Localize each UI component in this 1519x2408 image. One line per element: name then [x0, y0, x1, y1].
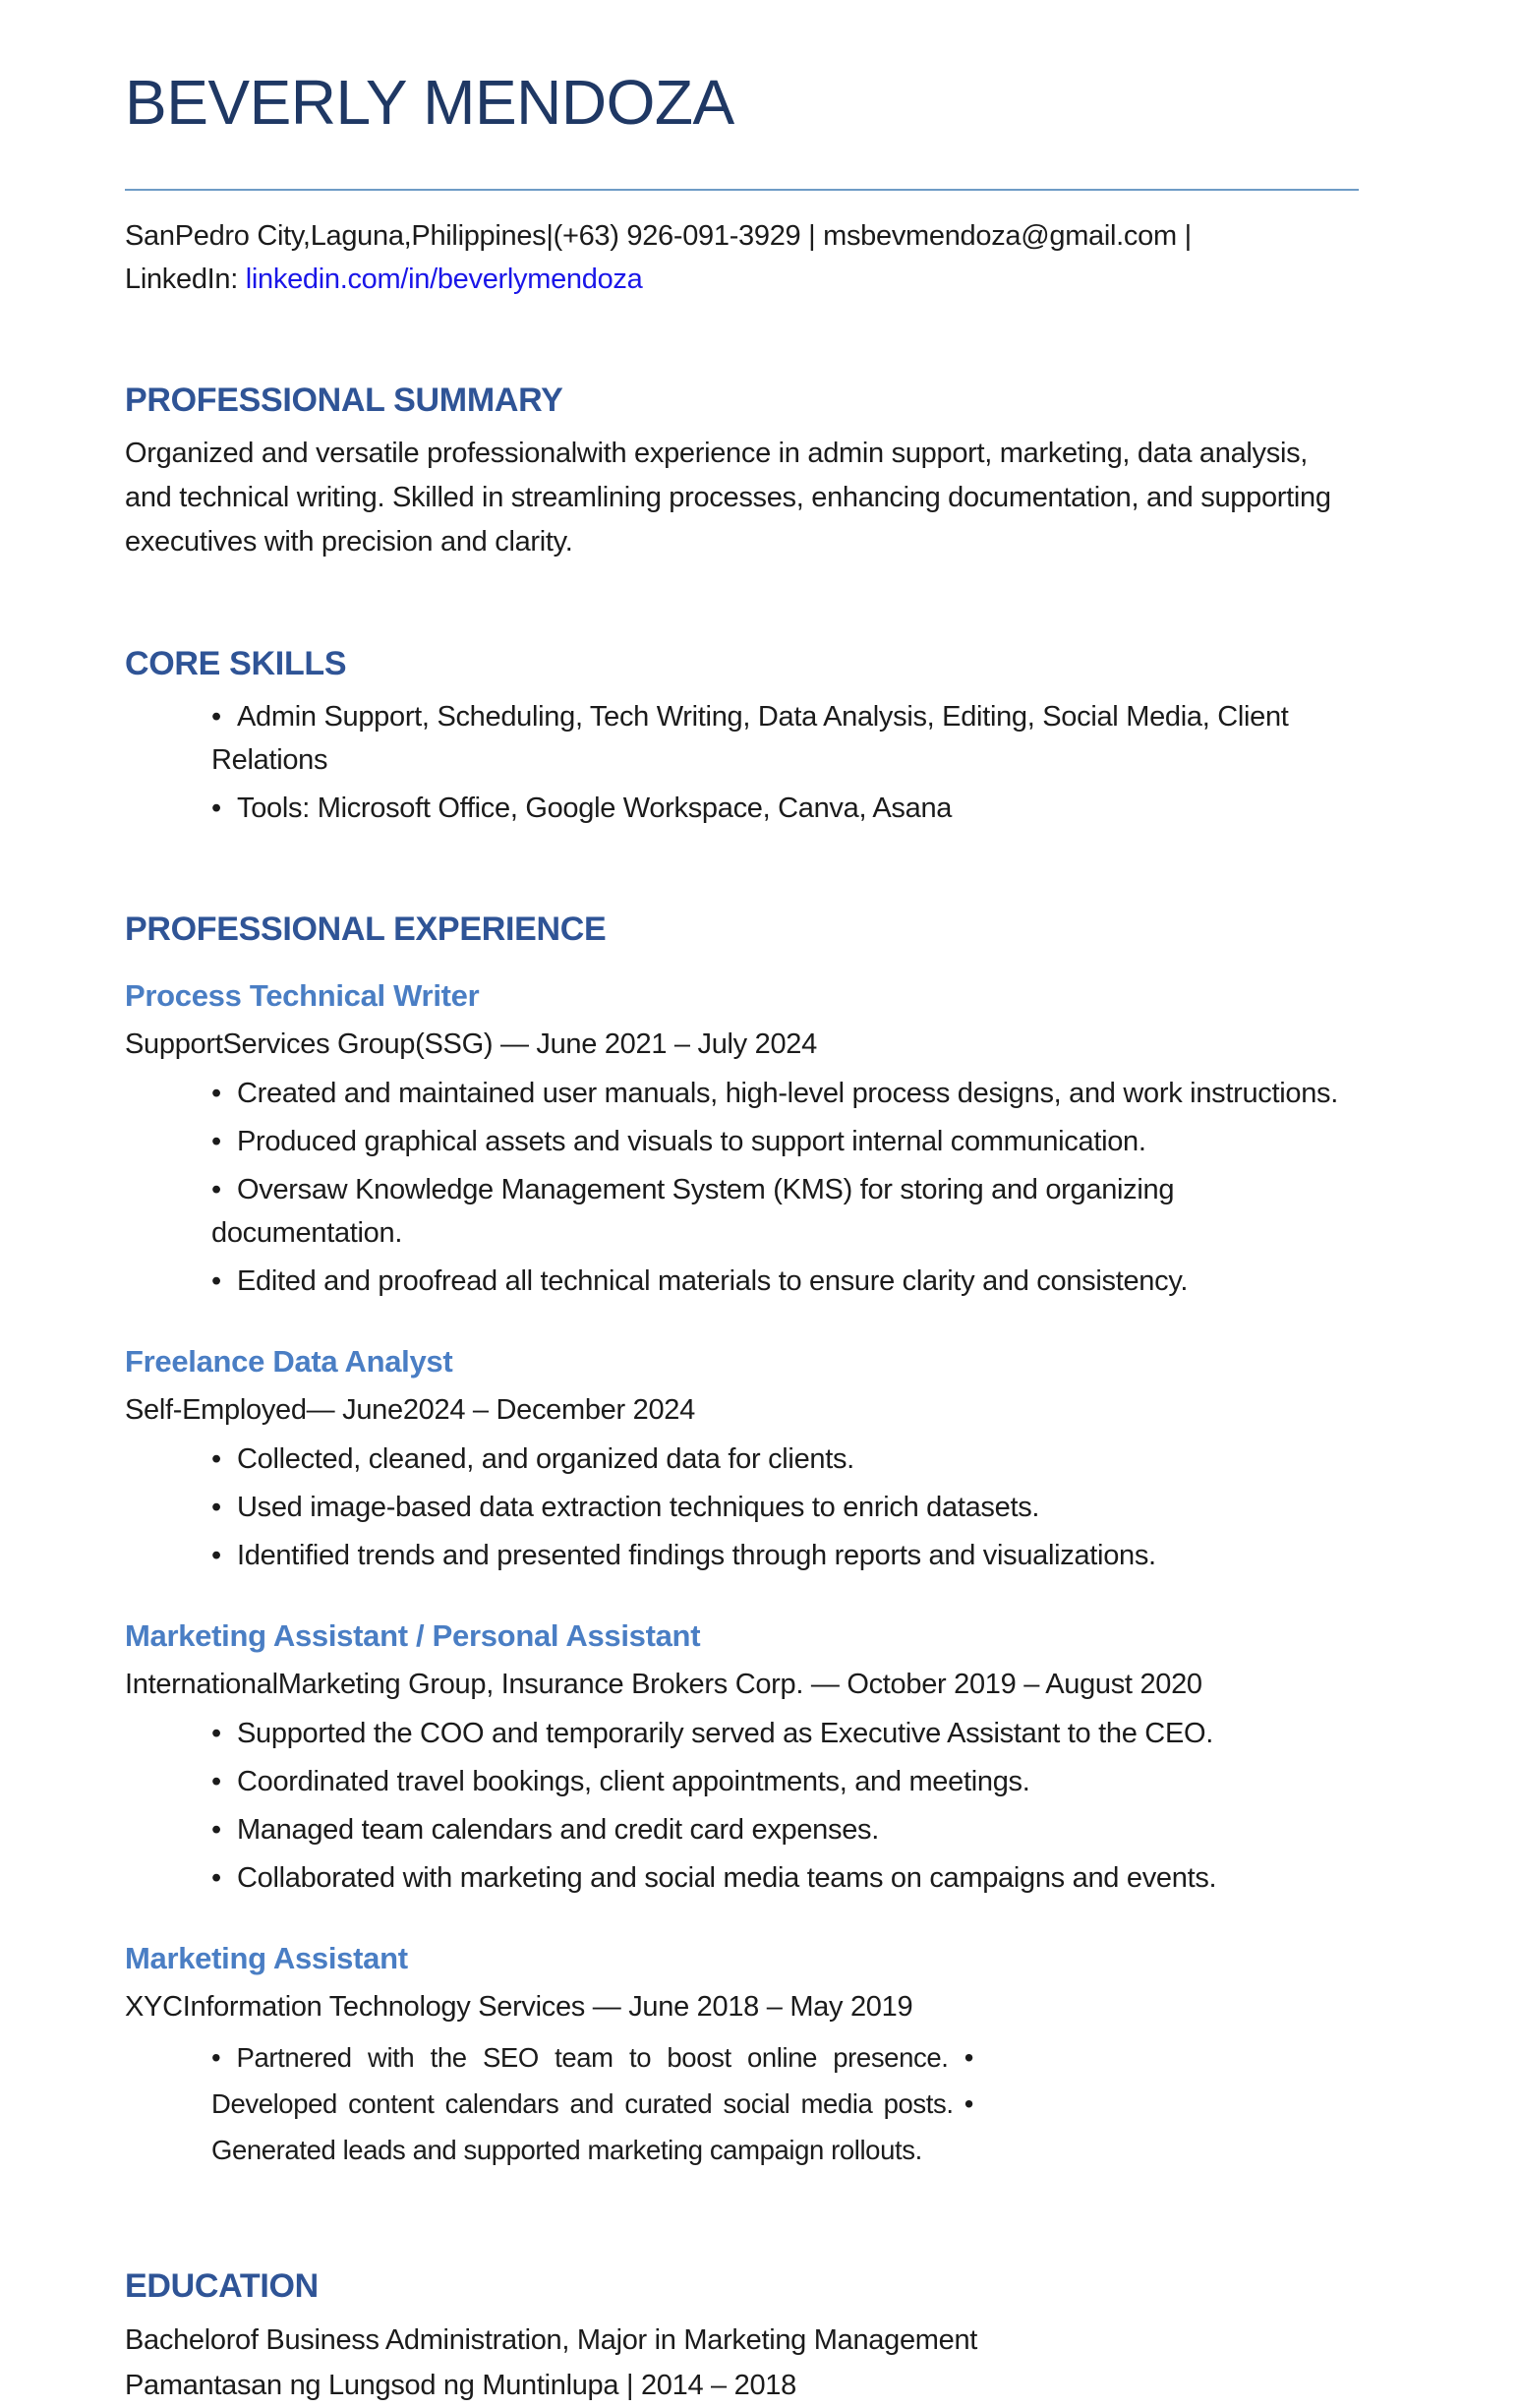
job-justified-paragraph — [211, 2034, 973, 2173]
list-item — [211, 1260, 1359, 1303]
bullet-icon: • — [211, 1492, 221, 1523]
summary-heading: PROFESSIONAL SUMMARY — [125, 382, 563, 419]
core-skills-list — [125, 695, 1359, 830]
bullet-icon: • — [211, 1718, 221, 1749]
bullet-icon: • — [211, 1814, 221, 1846]
linkedin-label: LinkedIn: — [125, 264, 246, 295]
list-item — [211, 787, 1359, 830]
job-title: Process Technical Writer — [125, 978, 480, 1013]
section-education — [125, 2267, 1359, 2408]
bullet-text: Coordinated travel bookings, client appointments, and meetings. — [237, 1766, 1030, 1797]
list-item — [211, 1856, 1359, 1900]
summary-body: Organized and versatile professionalwith experience in admin support, marketing, data analysis, and technical writing. Skilled in streamlining processes, enhancing documentation, and supporting executives with precision and clarity. — [125, 438, 1331, 558]
section-professional-experience — [125, 910, 1359, 2173]
core-skills-heading: CORE SKILLS — [125, 645, 347, 682]
bullet-icon: • — [211, 1265, 221, 1297]
education-school: Pamantasan ng Lungsod ng Muntinlupa | 2014 – 2018 — [125, 2370, 796, 2401]
bullet-text: Oversaw Knowledge Management System (KMS) for storing and organizing documentation. — [211, 1174, 1175, 1249]
bullet-text: Managed team calendars and credit card expenses. — [237, 1814, 879, 1846]
skill-text: Tools: Microsoft Office, Google Workspace, Canva, Asana — [237, 793, 953, 824]
bullet-text: Created and maintained user manuals, high-level process designs, and work instructions. — [237, 1078, 1339, 1109]
bullet-icon: • — [211, 701, 221, 733]
bullet-icon: • — [211, 1766, 221, 1797]
bullet-icon: • — [211, 793, 221, 824]
bullet-icon: • — [211, 1078, 221, 1109]
justified-line: Generated leads and supported marketing campaign rollouts. — [211, 2135, 922, 2165]
justified-line: • Partnered with the SEO team to boost online presence. • — [211, 2042, 973, 2073]
list-item — [211, 1534, 1359, 1577]
job-entry — [125, 1941, 1359, 2173]
bullet-text: Edited and proofread all technical materials to ensure clarity and consistency. — [237, 1265, 1189, 1297]
job-title: Freelance Data Analyst — [125, 1344, 453, 1379]
job-entry — [125, 1344, 1359, 1577]
bullet-text: Identified trends and presented findings through reports and visualizations. — [237, 1540, 1156, 1571]
list-item — [211, 1438, 1359, 1481]
job-title: Marketing Assistant / Personal Assistant — [125, 1618, 701, 1653]
title-divider — [125, 189, 1359, 191]
job-bullet-list — [125, 1712, 1359, 1900]
job-entry — [125, 1618, 1359, 1900]
job-bullet-list — [125, 1072, 1359, 1303]
linkedin-link[interactable]: linkedin.com/in/beverlymendoza — [245, 264, 643, 295]
job-company-dates: SupportServices Group(SSG) — June 2021 – July 2024 — [125, 1028, 817, 1060]
bullet-icon: • — [211, 1540, 221, 1571]
job-entry — [125, 978, 1359, 1303]
education-degree: Bachelorof Business Administration, Major in Marketing Management — [125, 2324, 978, 2356]
job-company-dates: Self-Employed— June2024 – December 2024 — [125, 1394, 695, 1426]
experience-heading: PROFESSIONAL EXPERIENCE — [125, 910, 607, 948]
contact-info — [125, 214, 1359, 301]
bullet-text: Supported the COO and temporarily served as Executive Assistant to the CEO. — [237, 1718, 1213, 1749]
bullet-icon: • — [211, 1126, 221, 1157]
list-item — [211, 1168, 1359, 1255]
bullet-text: Collected, cleaned, and organized data for clients. — [237, 1443, 854, 1475]
bullet-text: Produced graphical assets and visuals to support internal communication. — [237, 1126, 1146, 1157]
list-item — [211, 1712, 1359, 1755]
bullet-icon: • — [211, 1174, 221, 1205]
list-item — [211, 1072, 1359, 1115]
bullet-text: Collaborated with marketing and social media teams on campaigns and events. — [237, 1862, 1217, 1894]
job-company-dates: InternationalMarketing Group, Insurance Brokers Corp. — October 2019 – August 2020 — [125, 1669, 1202, 1700]
skill-text: Admin Support, Scheduling, Tech Writing, Data Analysis, Editing, Social Media, Client Relations — [211, 701, 1289, 776]
contact-line: SanPedro City,Laguna,Philippines|(+63) 926-091-3929 | msbevmendoza@gmail.com | — [125, 220, 1192, 252]
person-name: BEVERLY MENDOZA — [125, 67, 734, 138]
list-item — [211, 1808, 1359, 1851]
list-item — [211, 1120, 1359, 1163]
job-bullet-list — [125, 1438, 1359, 1577]
section-professional-summary — [125, 382, 1359, 564]
list-item — [211, 695, 1359, 782]
justified-line: Developed content calendars and curated social media posts. • — [211, 2088, 973, 2119]
bullet-text: Used image-based data extraction techniques to enrich datasets. — [237, 1492, 1040, 1523]
job-company-dates: XYCInformation Technology Services — June 2018 – May 2019 — [125, 1991, 913, 2023]
list-item — [211, 1486, 1359, 1529]
bullet-icon: • — [211, 1443, 221, 1475]
bullet-icon: • — [211, 1862, 221, 1894]
job-title: Marketing Assistant — [125, 1941, 408, 1975]
section-core-skills — [125, 645, 1359, 830]
education-heading: EDUCATION — [125, 2267, 319, 2305]
list-item — [211, 1760, 1359, 1803]
